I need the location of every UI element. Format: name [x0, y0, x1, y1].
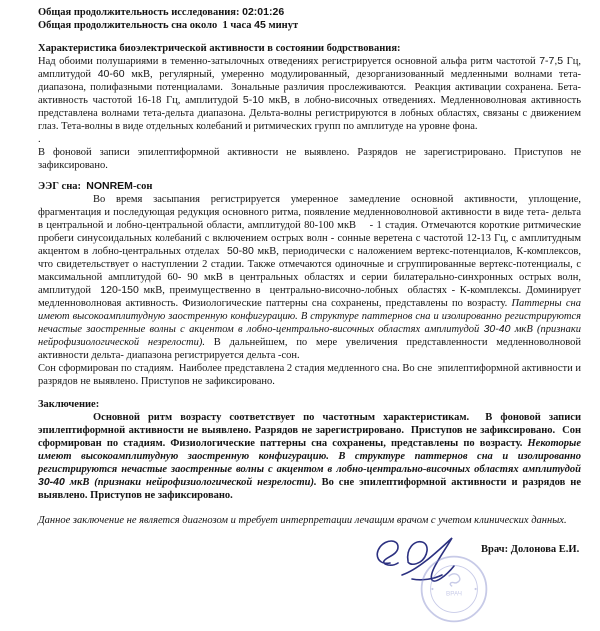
sleep-duration-line: Общая продолжительность сна около 1 часа 45 минут — [38, 19, 299, 31]
doctor-name-label: Врач: Долонова Е.И. — [481, 544, 580, 555]
wakefulness-heading: Характеристика биоэлектрической активности в состоянии бодрствования: — [38, 43, 401, 54]
wakefulness-paragraph: Над обоими полушариями в теменно-затылочных отведениях регистрируется основной альфа ритм частотой 7-7,5 Гц, амплитудой 40-60 мкВ, регулярный, умеренно модулированный, дезорганизованный медленными волнами тета-диапазона, полифазными потенциалами. Зональные различия прослеживаются. Реакция активации сохранена. Бета-активность частотой 16-18 Гц, амплитудой 5-10 мкВ, в лобно-височных отведениях. Медленноволновая активность представлена волнами тета-дельта диапазона. Дельта-волны регистрируются в лобных областях, связаны с движением глаз. Тета-волны в виде отдельных колебаний и ритмических групп по амплитуде на уровне фона. — [38, 55, 581, 132]
conclusion-heading: Заключение: — [38, 399, 100, 410]
sleep-eeg-paragraph: Во время засыпания регистрируется умеренное замедление основной активности, уплощение, фрагментация и последующая редукция основного ритма, появление медленноволновой активности в виде тета- дельта в центральной и лобно-центральной области, амплитудой 80-100 мкВ - 1 стадия. Отмечаются короткие ритмические пробеги синусоидальных колебаний с включением острых волн - сонные веретена с частотой 12-13 Гц, с амплитудным акцентом в лобно-центральных отделах 50-80 мкВ, периодически с наложением вертекс-потенциалов, К-комплексов, что свидетельствует о наступлении 2 стадии. Также отмечаются одиночные и сгруппированные вертекс-потенциалы, с максимальной амплитудой 60- 90 мкВ в центральных областях и серии билатерально-синхронных острых волн, амплитудой 120-150 мкВ, преимущественно в центрально-височно-лобных областях - К-комплексы. Доминирует медленноволновая активность. Физиологические паттерны сна сохранены, представлены по возрасту. Паттерны сна имеют высокоамплитудную заостренную конфигурацию. В структуре паттернов сна и изолированно регистрируются нечастые заостренные волны с акцентом в лобно-центрально-височных областях амплитудой 30-40 мкВ (признаки нейрофизиологической незрелости). В дальнейшем, по мере увеличения представленности медленноволновой активности дельта- диапазона регистрируется дельта -сон. — [38, 194, 581, 361]
disclaimer-text: Данное заключение не является диагнозом и требует интерпретации лечащим врачом с учетом клинических данных. — [38, 515, 567, 526]
study-duration-line: Общая продолжительность исследования: 02:01:26 — [38, 6, 285, 18]
background-activity-paragraph: В фоновой записи эпилептиформной активности не выявлено. Разрядов не зарегистрировано. Приступов не зафиксировано. — [38, 147, 581, 171]
round-stamp — [418, 553, 490, 625]
sleep-summary-paragraph: Сон сформирован по стадиям. Наиболее представлена 2 стадия медленного сна. Во сне эпилептиформной активности и разрядов не выявлено. Приступов не зафиксировано. — [38, 363, 581, 387]
sleep-eeg-heading: ЭЭГ сна: NONREM-сон — [38, 180, 153, 192]
stamp-text: ВРАЧ — [446, 590, 462, 598]
stray-dot-line: . — [38, 134, 41, 145]
signature-area — [38, 533, 581, 631]
conclusion-paragraph: Основной ритм возрасту соответствует по частотным характеристикам. В фоновой записи эпилептиформной активности не выявлено. Разрядов не зарегистрировано. Приступов не зафиксировано. Сон сформирован по стадиям. Физиологические паттерны сна сохранены, представлены по возрасту. Некоторые имеют высокоамплитудную заостренную конфигурацию. В структуре паттернов сна и изолированно регистрируются нечастые заостренные волны с акцентом в лобно-центрально-височных областях амплитудой 30-40 мкВ (признаки нейрофизиологической незрелости). Во сне эпилептиформной активности и разрядов не выявлено. Приступов не зафиксировано. — [38, 412, 581, 501]
